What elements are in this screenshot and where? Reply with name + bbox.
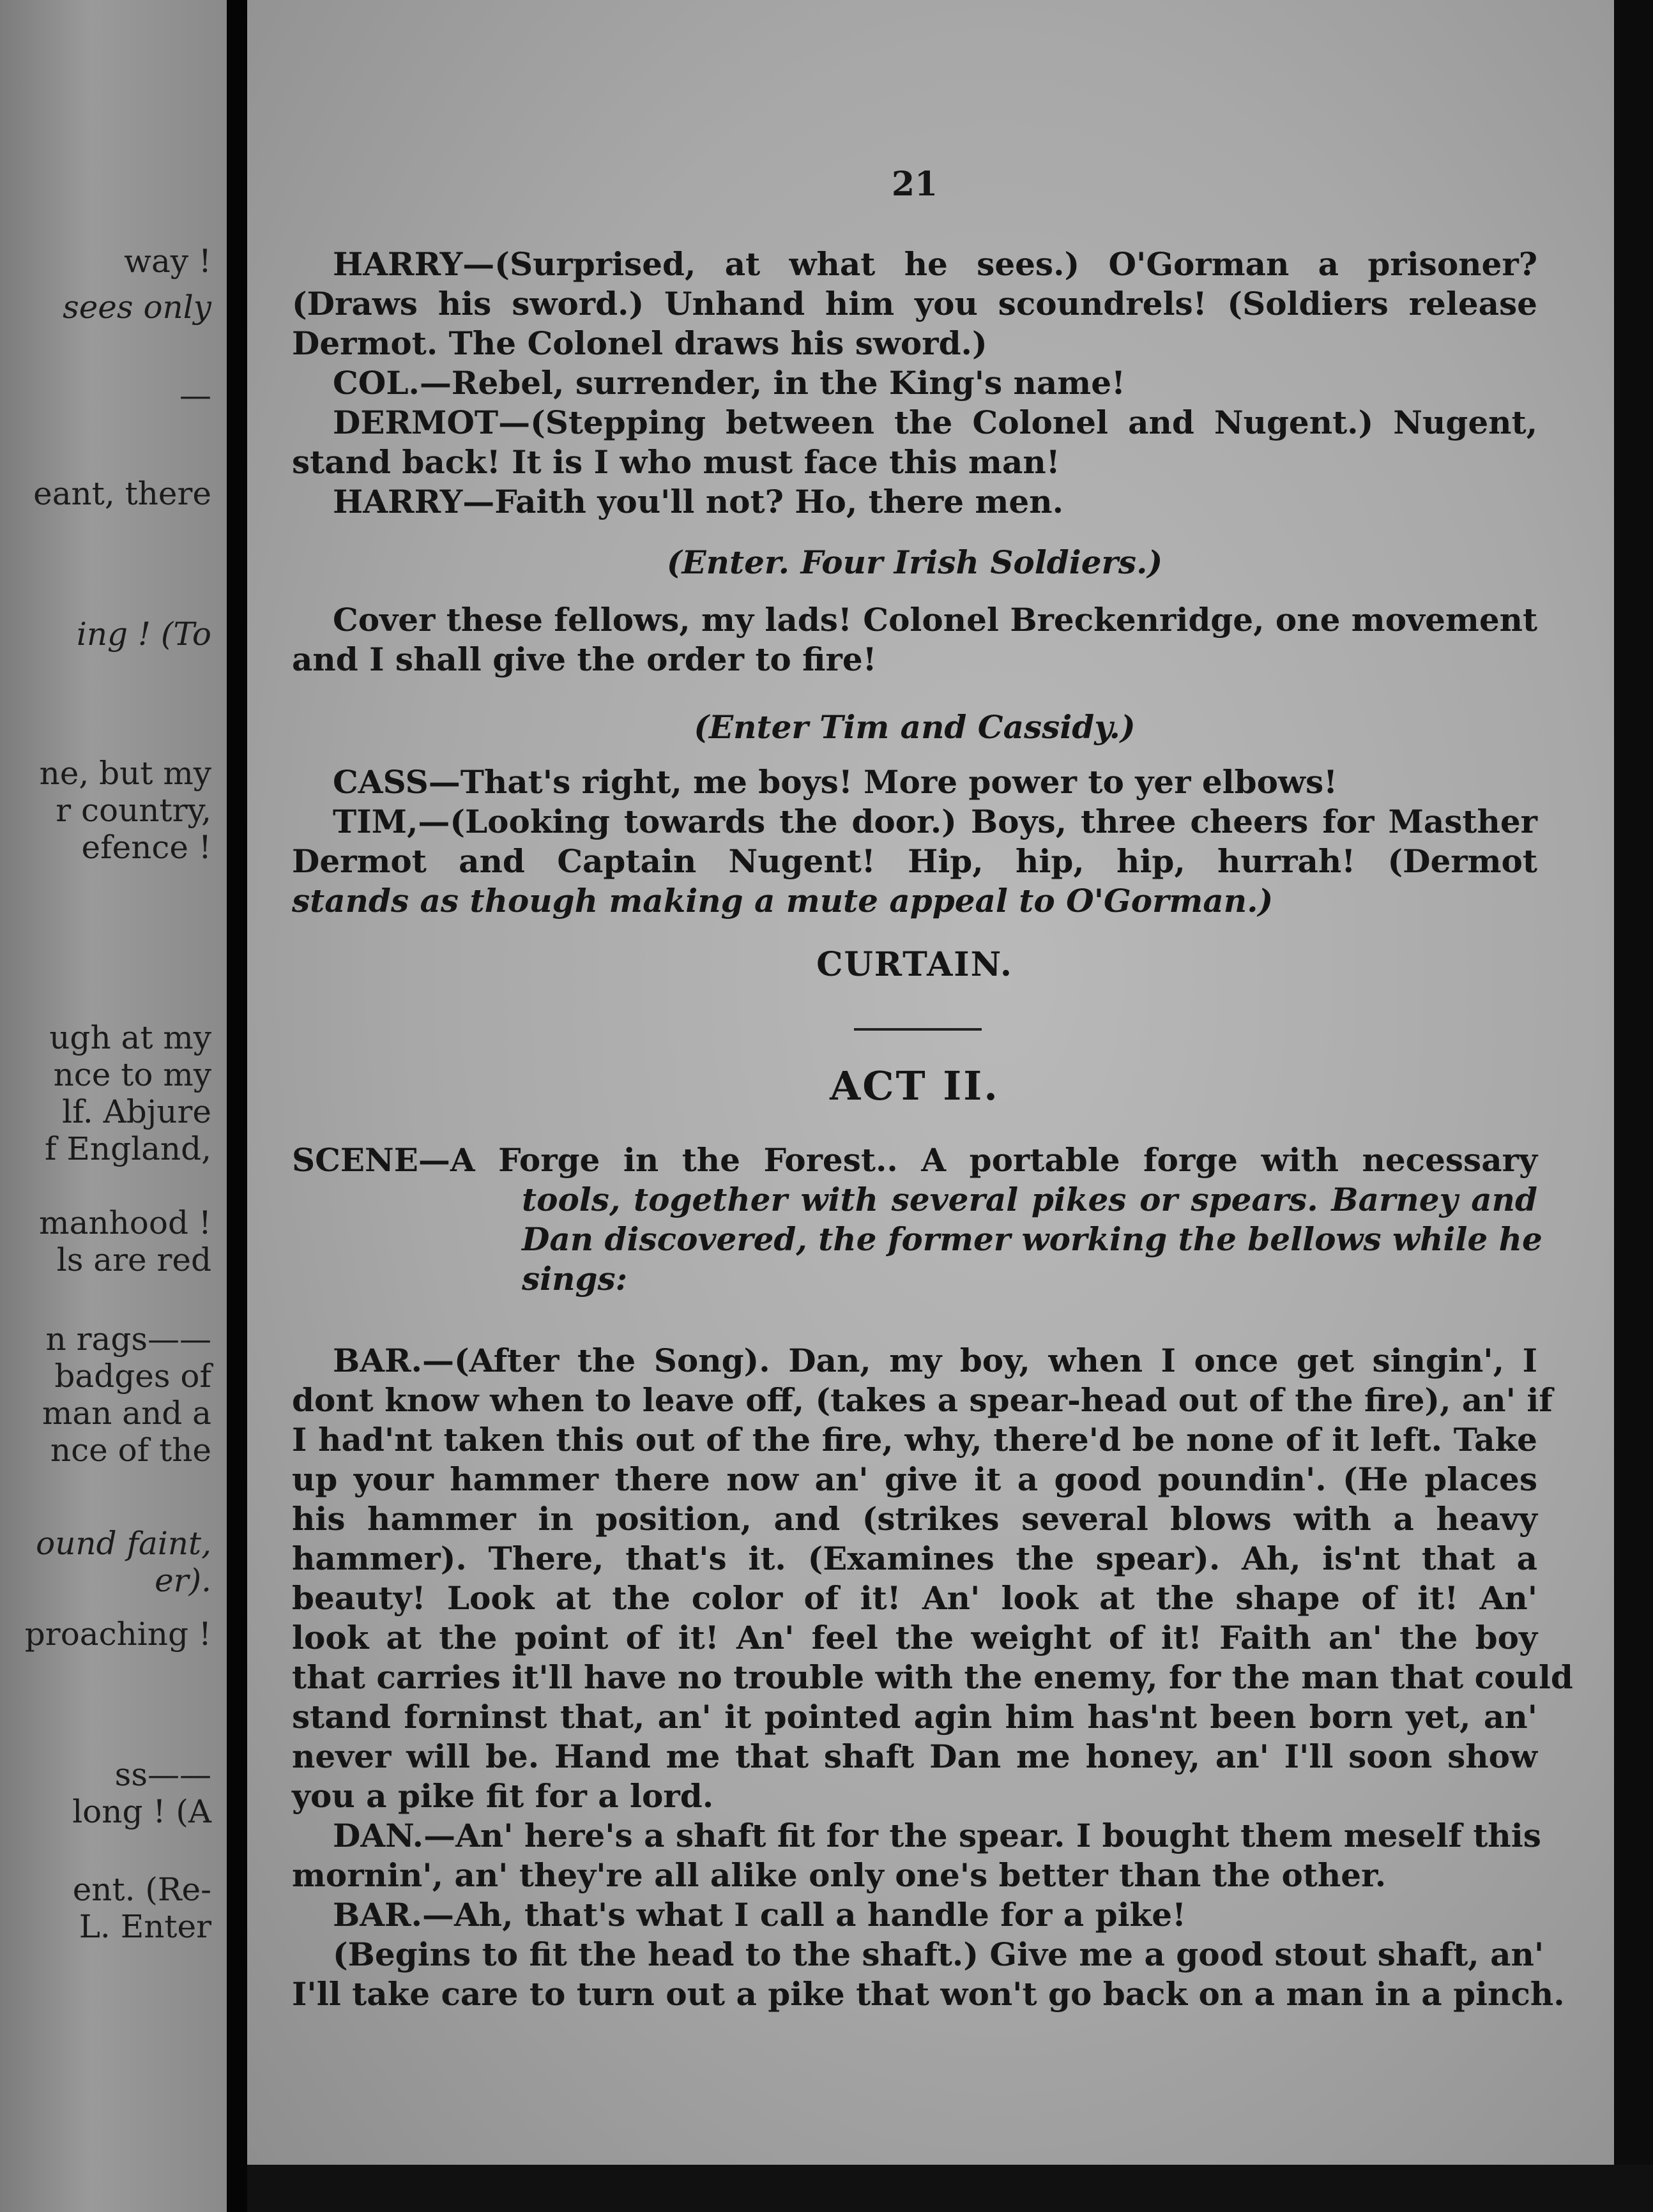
speech-dan <box>292 1816 1541 1895</box>
text-line: DAN.—An' here's a shaft fit for the spear. I bought them meself this <box>333 1817 1541 1854</box>
stage-direction-enter-tim: (Enter Tim and Cassidy.) <box>694 708 1136 746</box>
speech-bar-1 <box>292 1341 1573 1816</box>
speech-tim <box>292 802 1537 921</box>
text-line: never will be. Hand me that shaft Dan me honey, an' I'll soon show <box>292 1738 1537 1775</box>
text-line: stand forninst that, an' it pointed agin him has'nt been born yet, an' <box>292 1698 1537 1736</box>
text-line: Cover these fellows, my lads! Colonel Breckenridge, one movement <box>333 601 1538 639</box>
scene-description <box>292 1140 1543 1299</box>
text-line: sings: <box>522 1260 628 1298</box>
text-line: I'll take care to turn out a pike that won't go back on a man in a pinch. <box>292 1975 1565 2013</box>
left-fragment: lf. Abjure <box>62 1093 211 1130</box>
text-line: I had'nt taken this out of the fire, why, there'd be none of it left. Take <box>292 1421 1537 1458</box>
left-fragment: proaching ! <box>24 1616 211 1653</box>
text-line: you a pike fit for a lord. <box>292 1777 714 1815</box>
left-fragment: ss—— <box>114 1756 211 1793</box>
curtain-heading: CURTAIN. <box>816 945 1013 984</box>
left-fragment: ls are red <box>56 1241 211 1278</box>
text-line: HARRY—(Surprised, at what he sees.) O'Gorman a prisoner? <box>333 245 1537 283</box>
left-fragment: r country, <box>56 792 211 829</box>
text-line: look at the point of it! An' feel the weight of it! Faith an' the boy <box>292 1619 1537 1656</box>
left-fragment: long ! (A <box>72 1793 211 1830</box>
left-fragment: badges of <box>54 1358 211 1395</box>
stage-direction-fit-head <box>292 1935 1565 2014</box>
book-page <box>247 0 1614 2165</box>
left-fragment: f England, <box>44 1130 211 1167</box>
speech-dermot <box>292 403 1537 482</box>
text-line: dont know when to leave off, (takes a spear-head out of the fire), an' if <box>292 1381 1553 1419</box>
left-fragment: way ! <box>124 243 211 280</box>
stage-direction-enter-soldiers: (Enter. Four Irish Soldiers.) <box>666 543 1163 581</box>
speech-cass <box>292 762 1537 802</box>
book-gutter <box>227 0 247 2212</box>
text-line: BAR.—(After the Song). Dan, my boy, when I once get singin', I <box>333 1342 1537 1379</box>
speech-harry-2 <box>292 482 1537 522</box>
text-line: beauty! Look at the color of it! An' look at the shape of it! An' <box>292 1579 1537 1617</box>
left-fragment: nce to my <box>53 1056 211 1093</box>
text-line: hammer). There, that's it. (Examines the spear). Ah, is'nt that a <box>292 1540 1537 1577</box>
left-fragment: man and a <box>42 1395 211 1432</box>
text-line: and I shall give the order to fire! <box>292 640 877 678</box>
text-line: SCENE—A Forge in the Forest.. A portable forge with necessary <box>292 1141 1537 1179</box>
left-fragment: — <box>179 377 211 414</box>
left-fragment: er). <box>155 1562 211 1599</box>
left-fragment: nce of the <box>50 1432 211 1469</box>
left-fragment: ugh at my <box>49 1019 211 1056</box>
act-heading: ACT II. <box>830 1063 1000 1109</box>
section-divider <box>854 1028 982 1031</box>
text-line: up your hammer there now an' give it a good poundin'. (He places <box>292 1460 1537 1498</box>
page-number: 21 <box>891 165 938 204</box>
text-line: CASS—That's right, me boys! More power to yer elbows! <box>333 763 1338 801</box>
text-line: that carries it'll have no trouble with the enemy, for the man that could <box>292 1658 1573 1696</box>
text-line: HARRY—Faith you'll not? Ho, there men. <box>333 483 1063 520</box>
left-fragment: ing ! (To <box>76 616 211 653</box>
text-line: (Begins to fit the head to the shaft.) Give me a good stout shaft, an' <box>333 1936 1544 1973</box>
page-right-edge <box>1614 0 1653 2212</box>
text-line: mornin', an' they're all alike only one's better than the other. <box>292 1856 1387 1894</box>
text-line: Dermot. The Colonel draws his sword.) <box>292 324 987 362</box>
text-line: TIM,—(Looking towards the door.) Boys, three cheers for Masther <box>333 803 1537 840</box>
text-line: DERMOT—(Stepping between the Colonel and Nugent.) Nugent, <box>333 404 1537 441</box>
left-fragment: sees only <box>63 289 211 326</box>
text-line: stand back! It is I who must face this man! <box>292 443 1060 481</box>
text-line: COL.—Rebel, surrender, in the King's name! <box>333 364 1125 402</box>
text-line: his hammer in position, and (strikes several blows with a heavy <box>292 1500 1537 1538</box>
speech-harry-3 <box>292 600 1537 679</box>
previous-page-edge <box>0 0 227 2212</box>
text-line: Dan discovered, the former working the bellows while he <box>522 1220 1543 1258</box>
text-line: Dermot and Captain Nugent! Hip, hip, hip, hurrah! (Dermot <box>292 842 1537 880</box>
left-fragment: efence ! <box>81 829 211 866</box>
text-line: stands as though making a mute appeal to O'Gorman.) <box>292 882 1274 920</box>
left-fragment: n rags—— <box>45 1321 211 1358</box>
text-line: BAR.—Ah, that's what I call a handle for a pike! <box>333 1896 1186 1934</box>
left-fragment: eant, there <box>33 475 211 512</box>
left-fragment: ent. (Re- <box>72 1871 211 1908</box>
speech-harry-1 <box>292 245 1537 363</box>
speech-bar-2 <box>292 1895 1537 1935</box>
page-bottom-edge <box>247 2165 1653 2212</box>
text-line: tools, together with several pikes or spears. Barney and <box>522 1181 1537 1218</box>
left-fragment: ound faint, <box>36 1525 211 1562</box>
text-line: (Draws his sword.) Unhand him you scoundrels! (Soldiers release <box>292 285 1537 322</box>
left-fragment: manhood ! <box>39 1204 211 1241</box>
speech-col <box>292 363 1537 403</box>
left-fragment: ne, but my <box>39 755 211 792</box>
left-fragment: L. Enter <box>79 1908 211 1945</box>
